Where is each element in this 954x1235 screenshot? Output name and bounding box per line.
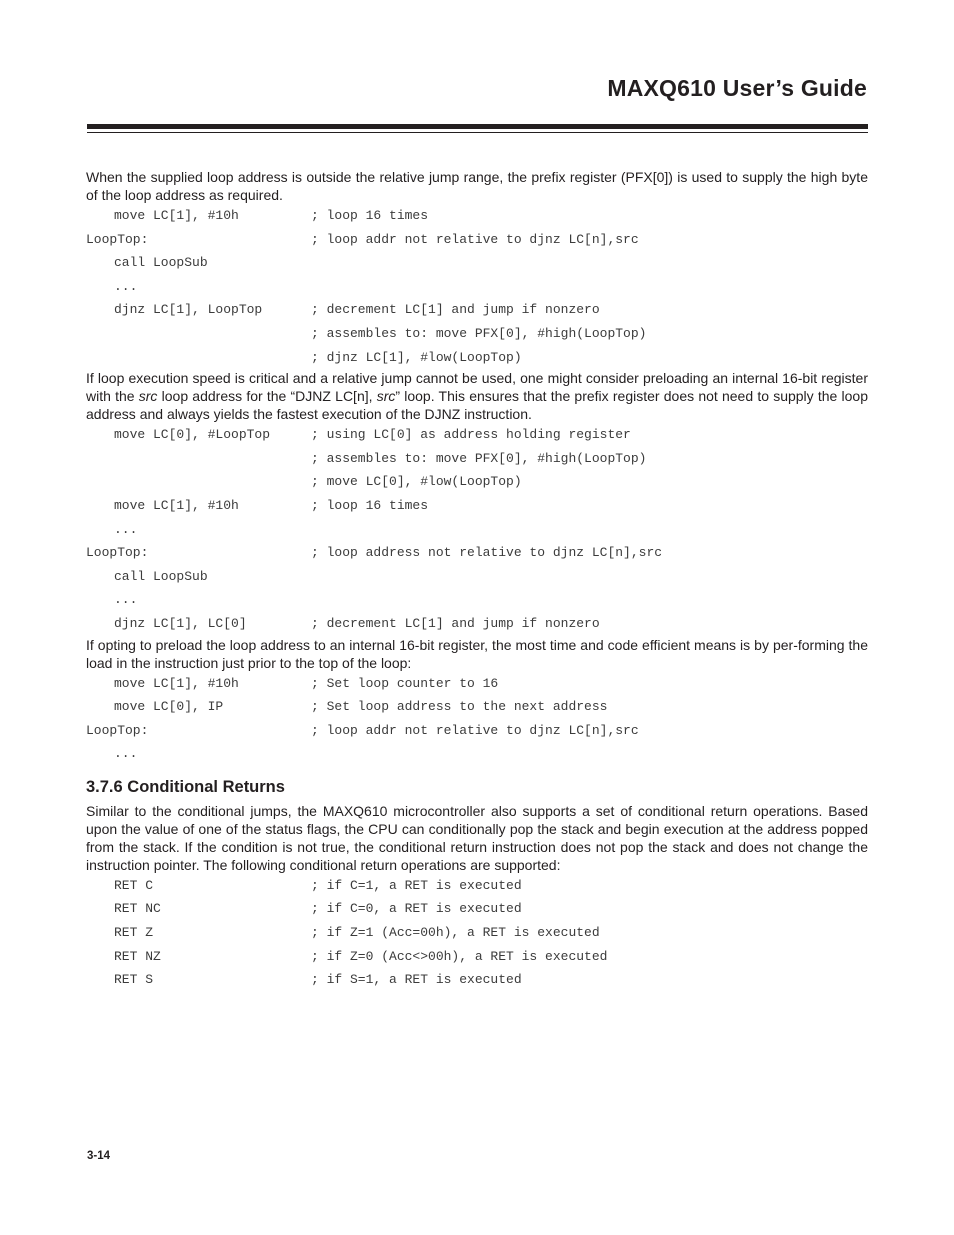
code-line xyxy=(86,612,868,636)
paragraph-text: If loop execution speed is critical and a relative jump cannot be used, one might consider preloading an internal 16-bit register with the xyxy=(86,370,868,405)
code-instruction: ... xyxy=(114,592,138,608)
code-line xyxy=(86,897,868,921)
code-comment xyxy=(311,518,868,542)
header-rule-thick xyxy=(87,124,868,129)
code-comment xyxy=(311,251,868,275)
code-comment: ; loop address not relative to djnz LC[n],src xyxy=(311,545,663,561)
code-instruction: LoopTop: xyxy=(86,545,149,561)
code-instruction: RET NC xyxy=(114,901,161,917)
code-line xyxy=(86,541,868,565)
code-line xyxy=(86,275,868,299)
code-instruction: call LoopSub xyxy=(114,255,208,271)
code-instruction: call LoopSub xyxy=(114,568,208,584)
code-line xyxy=(86,447,868,471)
page-content xyxy=(86,168,868,992)
code-line xyxy=(86,874,868,898)
code-line xyxy=(86,346,868,370)
code-block-preload-loop xyxy=(86,423,868,635)
italic-src: src xyxy=(138,388,158,405)
italic-src: src xyxy=(376,388,396,405)
code-instruction: ... xyxy=(114,278,138,294)
code-comment xyxy=(311,742,868,766)
code-comment: ; if Z=1 (Acc=00h), a RET is executed xyxy=(311,925,600,941)
code-comment: ; loop 16 times xyxy=(311,497,429,513)
paragraph-text: ” loop. This ensures that the prefix register does not need to supply the loop address and always yields the fastest execution of the DJNZ instruction. xyxy=(86,388,869,423)
code-comment: ; Set loop counter to 16 xyxy=(311,675,499,691)
code-instruction: move LC[1], #10h xyxy=(114,208,239,223)
code-line xyxy=(86,742,868,766)
code-comment: ; loop addr not relative to djnz LC[n],src xyxy=(311,231,639,247)
code-comment: ; move LC[0], #low(LoopTop) xyxy=(311,474,522,490)
code-line xyxy=(86,518,868,542)
code-instruction: ... xyxy=(114,521,138,537)
code-comment: ; loop 16 times xyxy=(311,208,429,223)
code-instruction: RET S xyxy=(114,972,154,988)
code-block-conditional-returns xyxy=(86,874,868,992)
code-comment: ; djnz LC[1], #low(LoopTop) xyxy=(311,349,522,365)
code-comment xyxy=(311,588,868,612)
code-block-ip-loop xyxy=(86,672,868,766)
code-comment: ; loop addr not relative to djnz LC[n],src xyxy=(311,722,639,738)
code-line xyxy=(86,588,868,612)
code-line xyxy=(86,968,868,992)
code-comment: ; decrement LC[1] and jump if nonzero xyxy=(311,302,600,318)
code-line xyxy=(86,719,868,743)
code-instruction xyxy=(86,346,311,370)
code-instruction: move LC[1], #10h xyxy=(114,497,239,513)
code-instruction xyxy=(86,470,311,494)
code-instruction: djnz LC[1], LoopTop xyxy=(114,302,263,318)
code-comment: ; assembles to: move PFX[0], #high(LoopTop) xyxy=(311,325,647,341)
code-instruction: RET Z xyxy=(114,925,154,941)
code-comment: ; decrement LC[1] and jump if nonzero xyxy=(311,615,600,631)
code-line xyxy=(86,945,868,969)
code-line xyxy=(86,228,868,252)
header-rule-thin xyxy=(87,132,868,133)
code-instruction: move LC[1], #10h xyxy=(114,675,239,691)
document-title: MAXQ610 User’s Guide xyxy=(607,75,867,101)
paragraph-preload-register xyxy=(86,369,868,423)
paragraph-text: loop address for the “DJNZ LC[n], xyxy=(157,388,377,405)
code-comment: ; Set loop address to the next address xyxy=(311,699,608,715)
code-instruction: djnz LC[1], LC[0] xyxy=(114,615,247,631)
code-comment: ; if S=1, a RET is executed xyxy=(311,972,522,988)
code-instruction: LoopTop: xyxy=(86,231,149,247)
code-line xyxy=(86,565,868,589)
code-instruction: RET C xyxy=(114,877,154,893)
code-line xyxy=(86,695,868,719)
paragraph-prefix-register: When the supplied loop address is outside the relative jump range, the prefix register (PFX[0]) is used to supply the high byte of the loop address as required. xyxy=(86,169,868,203)
code-comment: ; if Z=0 (Acc<>00h), a RET is executed xyxy=(311,948,608,964)
code-instruction: RET NZ xyxy=(114,948,161,964)
code-instruction xyxy=(86,322,311,346)
code-line xyxy=(86,672,868,696)
paragraph-opting-preload: If opting to preload the loop address to an internal 16-bit register, the most time and code efficient means is by per-forming the load in the instruction just prior to the top of the loop: xyxy=(86,636,868,671)
code-comment: ; using LC[0] as address holding register xyxy=(311,427,631,443)
code-instruction: move LC[0], IP xyxy=(114,699,224,715)
code-comment: ; if C=0, a RET is executed xyxy=(311,901,522,917)
code-line xyxy=(86,204,868,228)
section-heading: 3.7.6 Conditional Returns xyxy=(86,777,285,796)
paragraph-conditional-returns: Similar to the conditional jumps, the MAXQ610 microcontroller also supports a set of conditional return operations. Based upon the value of one of the status flags, the CPU can conditionally pop the stack and begin execution at the address popped from the stack. If the condition is not true, the conditional return instruction does not pop the stack and does not change the instruction pointer. The following conditional return operations are supported: xyxy=(86,802,868,873)
code-line xyxy=(86,423,868,447)
code-instruction: ... xyxy=(114,746,138,762)
code-block-prefix-loop xyxy=(86,204,868,369)
code-line xyxy=(86,322,868,346)
code-line xyxy=(86,494,868,518)
code-line xyxy=(86,921,868,945)
code-line xyxy=(86,470,868,494)
code-instruction: move LC[0], #LoopTop xyxy=(114,427,271,443)
code-comment xyxy=(311,275,868,299)
code-instruction: LoopTop: xyxy=(86,722,149,738)
code-comment xyxy=(311,565,868,589)
code-line xyxy=(86,298,868,322)
code-comment: ; assembles to: move PFX[0], #high(LoopTop) xyxy=(311,450,647,466)
code-line xyxy=(86,251,868,275)
page-number: 3-14 xyxy=(87,1150,111,1162)
code-instruction xyxy=(86,447,311,471)
code-comment: ; if C=1, a RET is executed xyxy=(311,877,522,893)
